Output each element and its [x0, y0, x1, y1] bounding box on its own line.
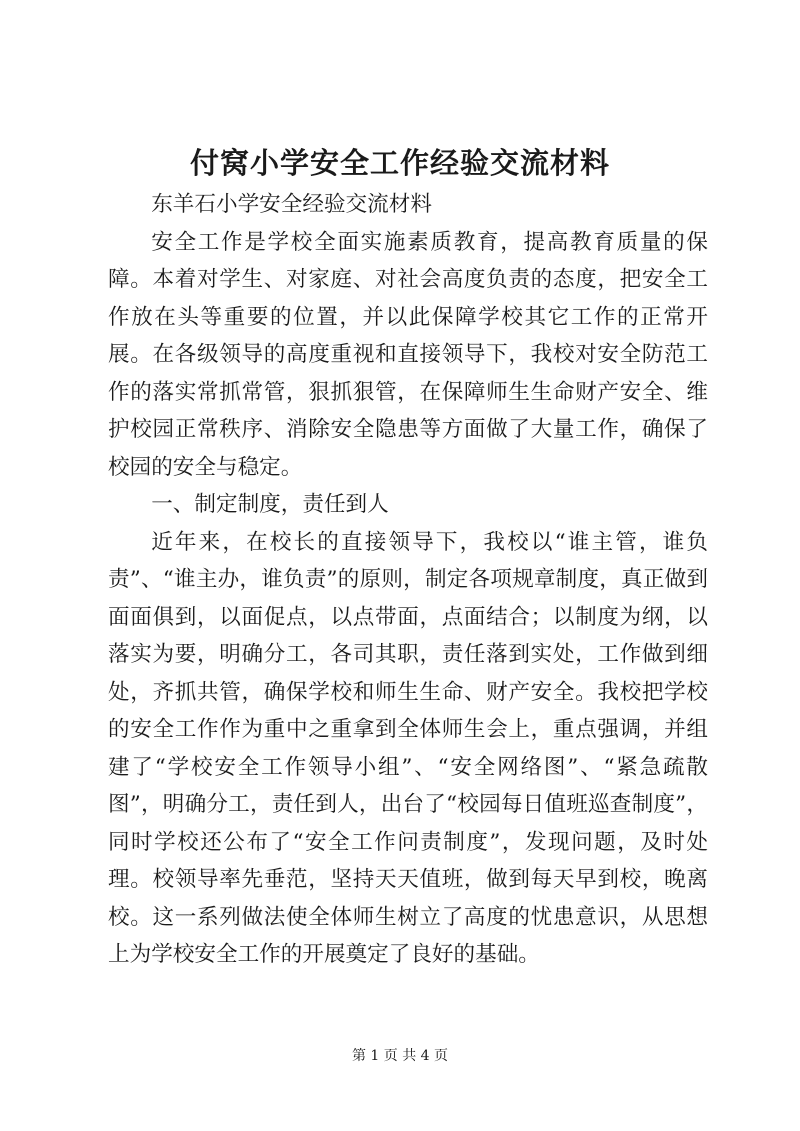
document-title: 付窝小学安全工作经验交流材料 [189, 146, 610, 180]
section-heading: 一、制定制度，责任到人 [151, 492, 389, 517]
document-body [108, 186, 708, 974]
section-paragraph: 近年来，在校长的直接领导下，我校以“谁主管，谁负责”、“谁主办，谁负责”的原则，制定各项规章制度，真正做到面面俱到，以面促点，以点带面，点面结合；以制度为纲，以落实为要，明确分工，各司其职，责任落到实处，工作做到细处，齐抓共管，确保学校和师生生命、财产安全。我校把学校的安全工作作为重中之重拿到全体师生会上，重点强调，并组建了“学校安全工作领导小组”、“安全网络图”、“紧急疏散图”，明确分工，责任到人，出台了“校园每日值班巡查制度”，同时学校还公布了“安全工作问责制度”，发现问题，及时处理。校领导率先垂范，坚持天天值班，做到每天早到校，晚离校。这一系列做法使全体师生树立了高度的忧患意识，从思想上为学校安全工作的开展奠定了良好的基础。 [108, 529, 708, 967]
page-footer: 第 1 页 共 4 页 [351, 1048, 449, 1064]
subtitle-paragraph: 东羊石小学安全经验交流材料 [151, 192, 432, 217]
intro-paragraph: 安全工作是学校全面实施素质教育，提高教育质量的保障。本着对学生、对家庭、对社会高度负责的态度，把安全工作放在头等重要的位置，并以此保障学校其它工作的正常开展。在各级领导的高度重视和直接领导下，我校对安全防范工作的落实常抓常管，狠抓狠管，在保障师生生命财产安全、维护校园正常秩序、消除安全隐患等方面做了大量工作，确保了校园的安全与稳定。 [108, 229, 708, 480]
